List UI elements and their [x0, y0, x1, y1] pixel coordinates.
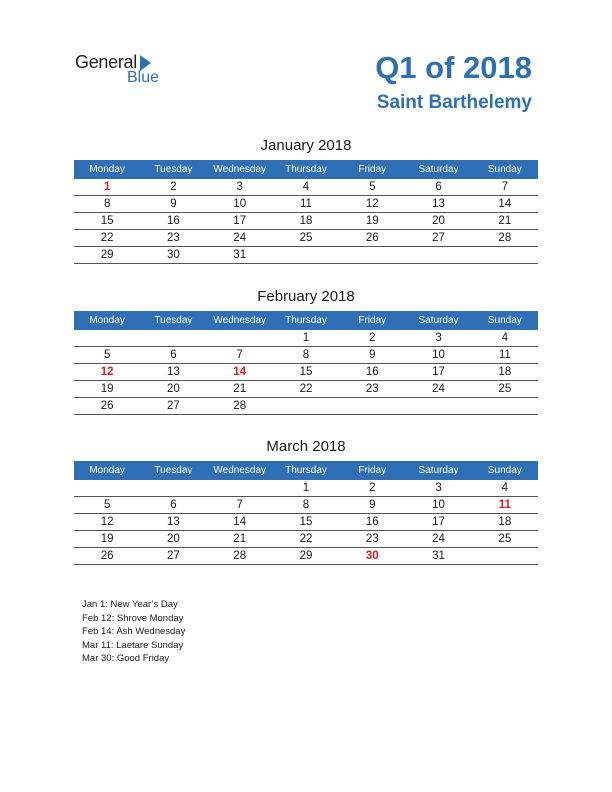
- week-row: [74, 548, 538, 565]
- weekday-header-row: [74, 311, 538, 330]
- weekday-header: Monday: [89, 465, 125, 476]
- day-cell: 5: [103, 349, 111, 361]
- day-cell: 1: [302, 482, 310, 494]
- weekday-header: Saturday: [418, 465, 459, 476]
- day-cell: [472, 398, 538, 414]
- day-cell: 3: [236, 181, 243, 193]
- holiday-day-cell: 30: [365, 550, 379, 562]
- week-row: [74, 213, 538, 230]
- month-block: [74, 286, 538, 415]
- day-cell: 8: [302, 349, 310, 361]
- day-cell: 17: [432, 516, 445, 528]
- day-cell: 26: [100, 550, 114, 562]
- day-cell: [74, 480, 140, 496]
- holiday-list: [82, 598, 185, 666]
- day-cell: 15: [100, 215, 114, 227]
- weekday-header: Thursday: [285, 315, 327, 326]
- day-cell: 29: [100, 249, 114, 261]
- day-cell: [405, 398, 471, 414]
- holiday-day-cell: 1: [103, 181, 111, 193]
- day-cell: 31: [432, 550, 445, 562]
- day-cell: 2: [369, 482, 376, 494]
- day-cell: 23: [365, 383, 379, 395]
- day-cell: [273, 247, 339, 263]
- day-cell: 28: [498, 232, 512, 244]
- week-row: [74, 330, 538, 347]
- weekday-header-row: [74, 160, 538, 179]
- week-row: [74, 179, 538, 196]
- weekday-header: Sunday: [487, 315, 522, 326]
- day-cell: 11: [300, 198, 312, 210]
- day-cell: 6: [170, 349, 177, 361]
- day-cell: 21: [233, 533, 247, 545]
- day-cell: 10: [233, 198, 247, 210]
- day-cell: 14: [498, 198, 512, 210]
- day-cell: [472, 247, 538, 263]
- weekday-header: Wednesday: [213, 465, 267, 476]
- day-cell: 8: [103, 198, 111, 210]
- day-cell: 22: [299, 533, 313, 545]
- week-row: [74, 531, 538, 548]
- day-cell: 8: [302, 499, 310, 511]
- weekday-header: Friday: [358, 315, 387, 326]
- day-cell: 17: [233, 215, 247, 227]
- weekday-header: Monday: [89, 164, 125, 175]
- day-cell: 24: [432, 383, 445, 395]
- day-cell: 9: [170, 198, 177, 210]
- day-cell: 22: [100, 232, 114, 244]
- week-row: [74, 381, 538, 398]
- weekday-header: Tuesday: [154, 315, 193, 326]
- day-cell: 3: [435, 482, 442, 494]
- holiday-day-cell: 12: [100, 366, 114, 378]
- day-cell: [472, 548, 538, 564]
- holiday-list-item: Mar 30: Good Friday: [82, 653, 170, 664]
- day-cell: 19: [100, 383, 114, 395]
- day-cell: 18: [498, 516, 512, 528]
- holiday-list-item: Feb 12: Shrove Monday: [82, 612, 184, 624]
- weekday-header: Wednesday: [213, 315, 267, 326]
- page-title: Q1 of 2018: [375, 50, 532, 85]
- day-cell: [339, 398, 405, 414]
- logo-word-general: General: [75, 52, 137, 72]
- day-cell: 4: [501, 332, 509, 344]
- weekday-header: Sunday: [487, 164, 522, 175]
- day-cell: 3: [435, 332, 442, 344]
- generalblue-logo: [75, 52, 175, 88]
- day-cell: 26: [365, 232, 379, 244]
- weekday-header: Tuesday: [154, 465, 193, 476]
- holiday-day-cell: 14: [233, 366, 247, 378]
- day-cell: 13: [167, 516, 180, 528]
- day-cell: 27: [167, 400, 180, 412]
- day-cell: [207, 480, 273, 496]
- holiday-list-item: Mar 11: Laetare Sunday: [82, 639, 184, 651]
- day-cell: 18: [498, 366, 512, 378]
- day-cell: [140, 330, 206, 346]
- day-cell: 25: [299, 232, 313, 244]
- day-cell: 16: [365, 516, 379, 528]
- day-cell: 17: [432, 366, 445, 378]
- day-cell: 25: [498, 533, 512, 545]
- day-cell: 13: [167, 366, 180, 378]
- day-cell: 30: [167, 249, 180, 261]
- day-cell: 6: [170, 499, 177, 511]
- week-row: [74, 398, 538, 415]
- day-cell: 15: [299, 366, 313, 378]
- day-cell: 9: [369, 499, 376, 511]
- logo-word-blue: Blue: [127, 69, 160, 86]
- day-cell: [74, 330, 140, 346]
- day-cell: 19: [100, 533, 114, 545]
- day-cell: 23: [167, 232, 180, 244]
- day-cell: 21: [233, 383, 247, 395]
- day-cell: [273, 398, 339, 414]
- month-title: January 2018: [260, 137, 352, 154]
- weekday-header: Saturday: [418, 164, 459, 175]
- holiday-list-item: Feb 14: Ash Wednesday: [82, 626, 186, 637]
- day-cell: 21: [498, 215, 512, 227]
- day-cell: 9: [369, 349, 376, 361]
- day-cell: 24: [233, 232, 247, 244]
- day-cell: 2: [369, 332, 376, 344]
- week-row: [74, 480, 538, 497]
- month-title: February 2018: [257, 288, 355, 305]
- week-row: [74, 514, 538, 531]
- weekday-header: Sunday: [487, 465, 522, 476]
- day-cell: 14: [233, 516, 247, 528]
- day-cell: 5: [103, 499, 111, 511]
- weekday-header: Wednesday: [213, 164, 267, 175]
- day-cell: 12: [100, 516, 114, 528]
- week-row: [74, 196, 538, 213]
- day-cell: 18: [299, 215, 313, 227]
- day-cell: 20: [432, 215, 445, 227]
- day-cell: 10: [432, 499, 445, 511]
- day-cell: 28: [233, 400, 247, 412]
- day-cell: 25: [498, 383, 512, 395]
- weekday-header: Tuesday: [154, 164, 193, 175]
- month-block: [74, 135, 538, 264]
- day-cell: 7: [236, 349, 243, 361]
- day-cell: 5: [369, 181, 376, 193]
- day-cell: [339, 247, 405, 263]
- day-cell: 13: [432, 198, 445, 210]
- weekday-header: Thursday: [285, 164, 327, 175]
- day-cell: 31: [233, 249, 247, 261]
- day-cell: 27: [167, 550, 180, 562]
- day-cell: 15: [299, 516, 313, 528]
- day-cell: 7: [501, 181, 509, 193]
- month-block: [74, 436, 538, 565]
- day-cell: 27: [432, 232, 445, 244]
- day-cell: [207, 330, 273, 346]
- day-cell: 19: [365, 215, 379, 227]
- page-subtitle: Saint Barthelemy: [376, 92, 532, 113]
- weekday-header-row: [74, 461, 538, 480]
- day-cell: 20: [167, 383, 180, 395]
- weekday-header: Friday: [358, 465, 387, 476]
- day-cell: 26: [100, 400, 114, 412]
- day-cell: 20: [167, 533, 180, 545]
- day-cell: 16: [167, 215, 180, 227]
- week-row: [74, 364, 538, 381]
- day-cell: [140, 480, 206, 496]
- day-cell: 4: [501, 482, 509, 494]
- day-cell: 1: [302, 332, 310, 344]
- day-cell: 6: [435, 181, 442, 193]
- weekday-header: Saturday: [418, 315, 459, 326]
- day-cell: 11: [498, 349, 511, 361]
- day-cell: 29: [299, 550, 313, 562]
- weekday-header: Friday: [358, 164, 387, 175]
- day-cell: 2: [170, 181, 177, 193]
- day-cell: 22: [299, 383, 313, 395]
- holiday-list-item: Jan 1: New Year’s Day: [82, 599, 178, 610]
- day-cell: 7: [236, 499, 243, 511]
- week-row: [74, 347, 538, 364]
- day-cell: 10: [432, 349, 445, 361]
- weekday-header: Thursday: [285, 465, 327, 476]
- day-cell: 4: [302, 181, 310, 193]
- weekday-header: Monday: [89, 315, 125, 326]
- month-title: March 2018: [266, 438, 346, 455]
- day-cell: [405, 247, 471, 263]
- day-cell: 24: [432, 533, 445, 545]
- week-row: [74, 497, 538, 514]
- week-row: [74, 247, 538, 264]
- day-cell: 16: [365, 366, 379, 378]
- week-row: [74, 230, 538, 247]
- day-cell: 12: [365, 198, 379, 210]
- day-cell: 28: [233, 550, 247, 562]
- day-cell: 23: [365, 533, 379, 545]
- holiday-day-cell: 11: [498, 499, 511, 511]
